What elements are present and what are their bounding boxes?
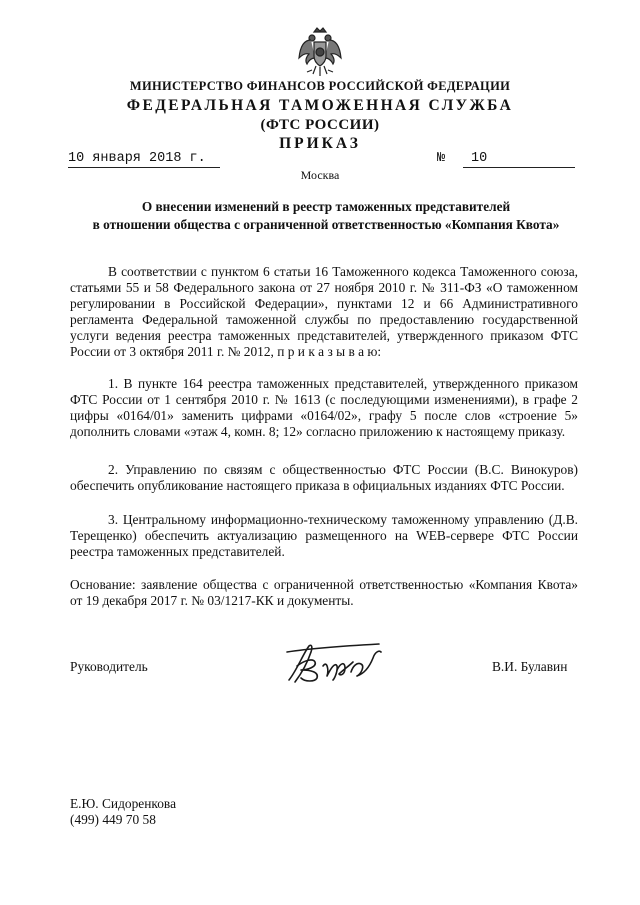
order-title-line1: О внесении изменений в реестр таможенных представителей (141, 199, 511, 214)
signatory-name: В.И. Булавин (492, 659, 568, 674)
basis-text: Основание: заявление общества с ограниченной ответственностью «Компания Квота» от 19 декабря 2017 г. № 03/1217-КК и документы. (70, 577, 578, 608)
order-title (60, 198, 592, 234)
doc-type-heading: ПРИКАЗ (279, 135, 361, 152)
service-heading: ФЕДЕРАЛЬНАЯ ТАМОЖЕННАЯ СЛУЖБА (126, 97, 514, 114)
order-title-line2: в отношении общества с ограниченной ответственностью «Компания Квота» (92, 217, 560, 232)
paragraph-item-2 (70, 462, 578, 494)
paragraph-item-2-text: 2. Управлению по связям с общественностью ФТС России (В.С. Винокуров) обеспечить опубликование настоящего приказа в официальных изданиях ФТС России. (70, 462, 578, 493)
coat-of-arms-icon (297, 26, 343, 78)
service-short-heading: (ФТС РОССИИ) (260, 117, 380, 133)
order-number-label: № (437, 151, 446, 166)
city: Москва (300, 168, 340, 182)
order-number: 10 (463, 151, 575, 168)
paragraph-item-1-text: 1. В пункте 164 реестра таможенных представителей, утвержденного приказом ФТС России от 1 сентября 2010 г. № 1613 (с последующими изменениями), в графе 2 цифры «0164/01» заменить цифрами «0164/02», графу 5 после слов «строение 5» дополнить словами «этаж 4, комн. 8; 12» согласно приложению к настоящему приказу. (70, 376, 578, 439)
paragraph-item-1 (70, 376, 578, 440)
executor-phone: (499) 449 70 58 (70, 812, 156, 827)
executor-name: Е.Ю. Сидоренкова (70, 796, 177, 811)
handwritten-signature (283, 640, 385, 686)
paragraph-intro-text: В соответствии с пунктом 6 статьи 16 Таможенного кодекса Таможенного союза, статьями 55 и 58 Федерального закона от 27 ноября 2010 г. № 311-ФЗ «О таможенном регулировании в Российской Федерации», пунктами 12 и 66 Административного регламента Федеральной таможенной службы по предоставлению государственной услуги ведения реестра таможенных представителей, утвержденного приказом ФТС России от 3 октября 2011 г. № 2012, п р и к а з ы в а ю: (70, 264, 578, 359)
paragraph-intro (70, 264, 578, 359)
order-date: 10 января 2018 г. (68, 151, 220, 168)
paragraph-item-3 (70, 512, 578, 560)
signatory-role: Руководитель (70, 659, 148, 674)
paragraph-item-3-text: 3. Центральному информационно-техническому таможенному управлению (Д.В. Терещенко) обеспечить актуализацию размещенного на WEB-сервере ФТС России реестра таможенных представителей. (70, 512, 578, 559)
ministry-heading: МИНИСТЕРСТВО ФИНАНСОВ РОССИЙСКОЙ ФЕДЕРАЦИИ (129, 79, 511, 93)
